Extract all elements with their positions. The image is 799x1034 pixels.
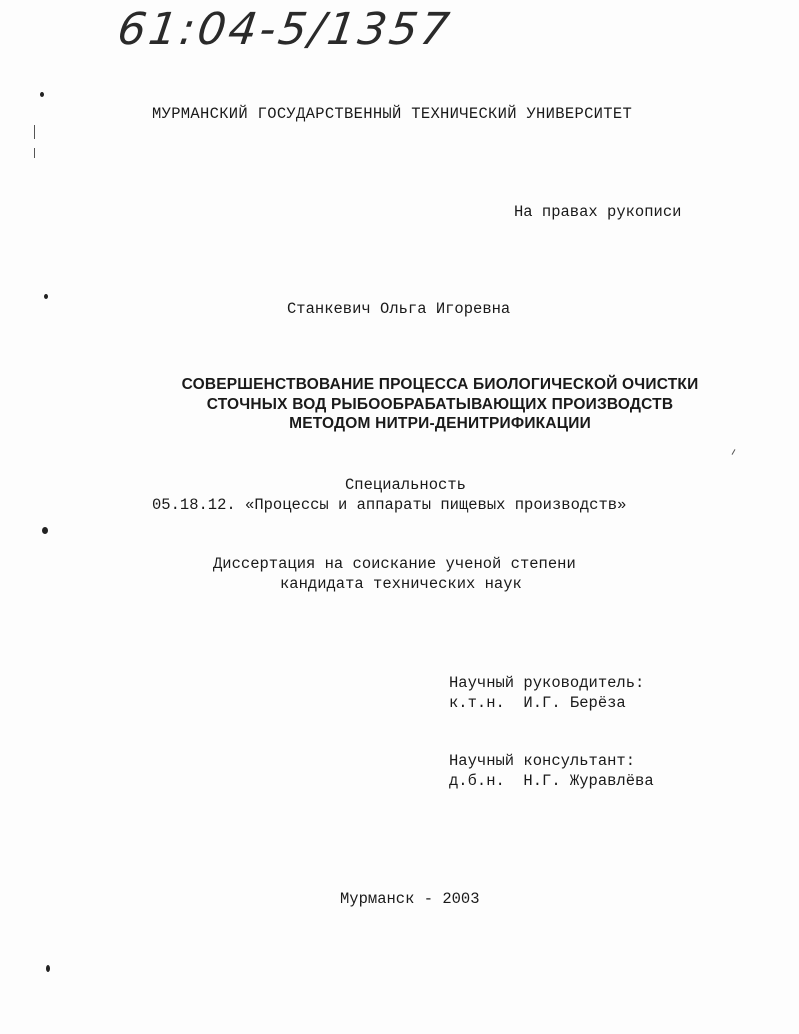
- handwritten-archive-number: 61:04-5/1357: [114, 4, 456, 55]
- specialty-label: Специальность: [345, 476, 466, 494]
- thesis-title-line-3: МЕТОДОМ НИТРИ-ДЕНИТРИФИКАЦИИ: [289, 415, 591, 432]
- dissertation-line-1: Диссертация на соискание ученой степени: [213, 555, 576, 573]
- scan-line: [34, 125, 35, 139]
- scan-dot: [42, 527, 48, 534]
- university-name: МУРМАНСКИЙ ГОСУДАРСТВЕННЫЙ ТЕХНИЧЕСКИЙ УНИВЕРСИТЕТ: [152, 105, 633, 123]
- thesis-title-line-2: СТОЧНЫХ ВОД РЫБООБРАБАТЫВАЮЩИХ ПРОИЗВОДСТВ: [206, 396, 674, 413]
- consultant-name: д.б.н. Н.Г. Журавлёва: [449, 772, 654, 790]
- city-year: Мурманск - 2003: [340, 890, 480, 908]
- thesis-title-line-1: СОВЕРШЕНСТВОВАНИЕ ПРОЦЕССА БИОЛОГИЧЕСКОЙ ОЧИСТКИ: [181, 376, 699, 393]
- scan-dot: [46, 965, 50, 972]
- supervisor-name: к.т.н. И.Г. Берёза: [449, 694, 626, 712]
- specialty-code: 05.18.12. «Процессы и аппараты пищевых производств»: [152, 496, 627, 514]
- dissertation-line-2: кандидата технических наук: [280, 575, 522, 593]
- supervisor-label: Научный руководитель:: [449, 674, 645, 692]
- author-name: Станкевич Ольга Игоревна: [287, 300, 511, 318]
- rights-note: На правах рукописи: [514, 203, 682, 221]
- scan-line: [34, 148, 35, 158]
- consultant-label: Научный консультант:: [449, 752, 636, 770]
- scan-dot: [40, 92, 44, 97]
- scan-line: [732, 449, 736, 455]
- scan-dot: [44, 294, 48, 299]
